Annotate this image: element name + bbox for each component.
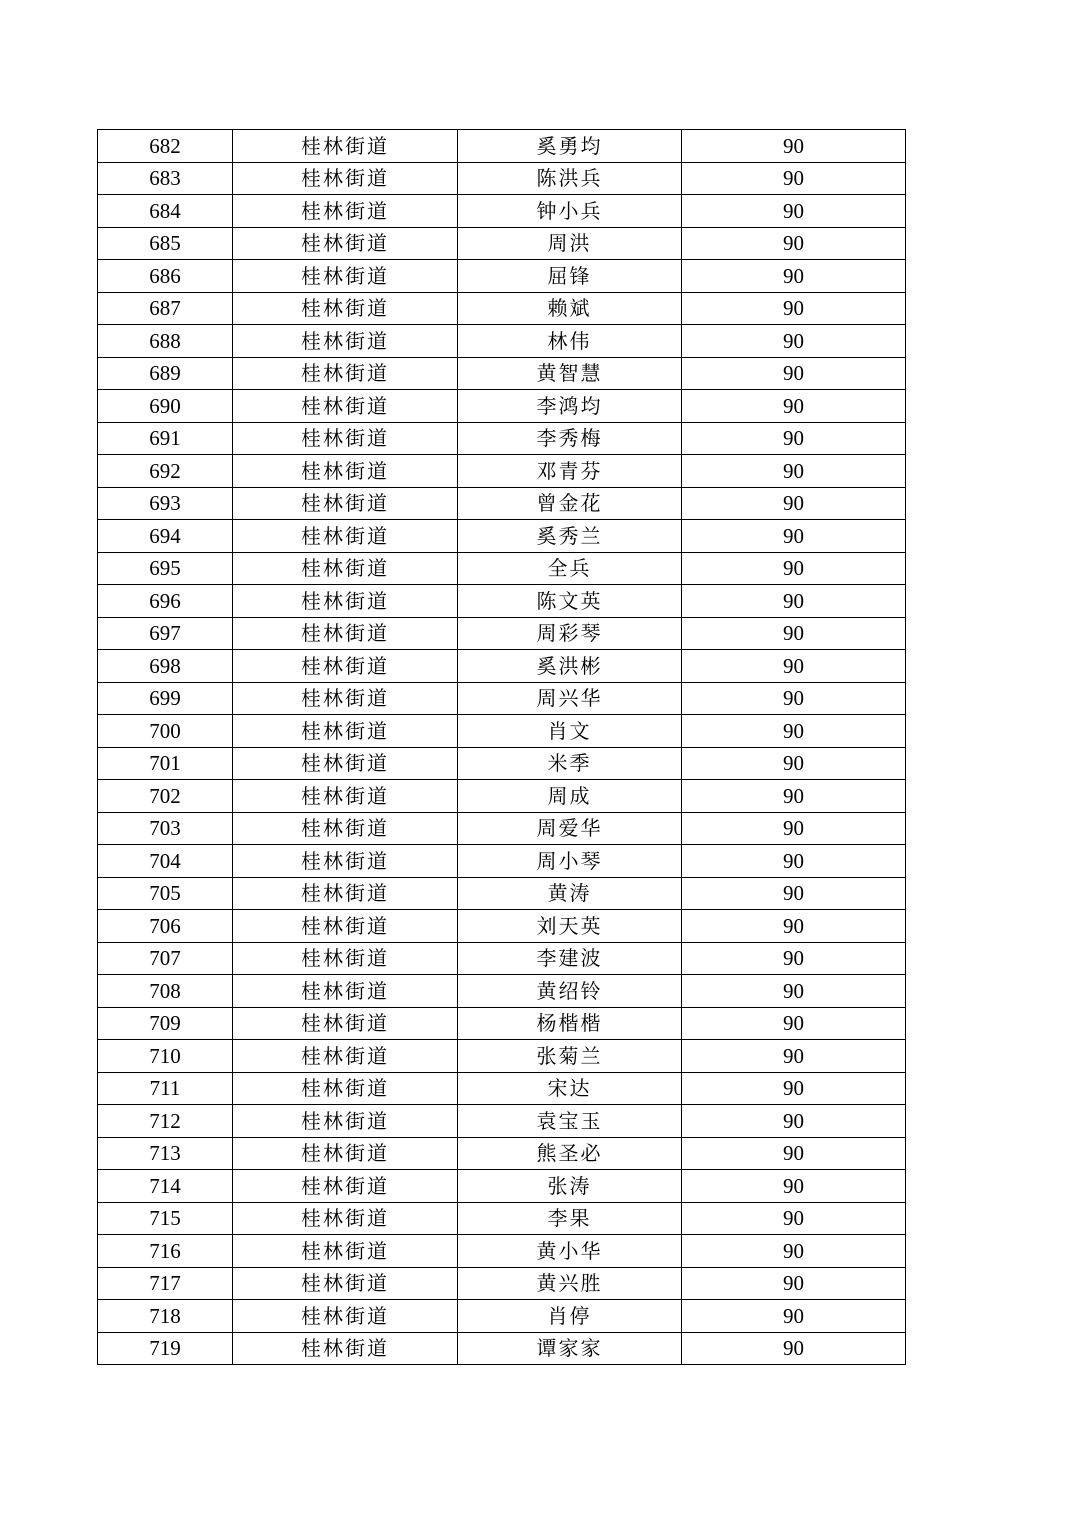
table-row xyxy=(98,812,906,845)
street-cell: 桂林街道 xyxy=(233,975,458,1008)
score-cell: 90 xyxy=(682,715,906,748)
score-cell: 90 xyxy=(682,650,906,683)
score-cell: 90 xyxy=(682,1040,906,1073)
street-cell: 桂林街道 xyxy=(233,520,458,553)
table-row xyxy=(98,1040,906,1073)
score-cell: 90 xyxy=(682,780,906,813)
table-row xyxy=(98,1300,906,1333)
person-name-cell: 李秀梅 xyxy=(458,422,682,455)
row-number-cell: 684 xyxy=(98,195,233,228)
table-row xyxy=(98,975,906,1008)
row-number-cell: 718 xyxy=(98,1300,233,1333)
person-name-cell: 周彩琴 xyxy=(458,617,682,650)
street-cell: 桂林街道 xyxy=(233,422,458,455)
street-cell: 桂林街道 xyxy=(233,715,458,748)
score-cell: 90 xyxy=(682,292,906,325)
street-cell: 桂林街道 xyxy=(233,617,458,650)
score-cell: 90 xyxy=(682,487,906,520)
row-number-cell: 690 xyxy=(98,390,233,423)
row-number-cell: 705 xyxy=(98,877,233,910)
table-row xyxy=(98,877,906,910)
row-number-cell: 687 xyxy=(98,292,233,325)
person-name-cell: 邓青芬 xyxy=(458,455,682,488)
score-cell: 90 xyxy=(682,975,906,1008)
table-row xyxy=(98,292,906,325)
table-row xyxy=(98,845,906,878)
street-cell: 桂林街道 xyxy=(233,1235,458,1268)
table-row xyxy=(98,520,906,553)
score-cell: 90 xyxy=(682,812,906,845)
street-cell: 桂林街道 xyxy=(233,910,458,943)
street-cell: 桂林街道 xyxy=(233,780,458,813)
score-cell: 90 xyxy=(682,357,906,390)
score-cell: 90 xyxy=(682,1137,906,1170)
street-cell: 桂林街道 xyxy=(233,650,458,683)
row-number-cell: 693 xyxy=(98,487,233,520)
table-row xyxy=(98,1332,906,1365)
street-cell: 桂林街道 xyxy=(233,942,458,975)
person-name-cell: 屈锋 xyxy=(458,260,682,293)
person-name-cell: 熊圣必 xyxy=(458,1137,682,1170)
street-cell: 桂林街道 xyxy=(233,487,458,520)
row-number-cell: 709 xyxy=(98,1007,233,1040)
table-row xyxy=(98,552,906,585)
street-cell: 桂林街道 xyxy=(233,357,458,390)
row-number-cell: 714 xyxy=(98,1170,233,1203)
person-name-cell: 陈文英 xyxy=(458,585,682,618)
person-name-cell: 李鸿均 xyxy=(458,390,682,423)
person-name-cell: 全兵 xyxy=(458,552,682,585)
row-number-cell: 683 xyxy=(98,162,233,195)
person-name-cell: 周洪 xyxy=(458,227,682,260)
row-number-cell: 686 xyxy=(98,260,233,293)
row-number-cell: 697 xyxy=(98,617,233,650)
table-row xyxy=(98,422,906,455)
row-number-cell: 688 xyxy=(98,325,233,358)
score-cell: 90 xyxy=(682,1202,906,1235)
score-cell: 90 xyxy=(682,1170,906,1203)
score-cell: 90 xyxy=(682,682,906,715)
row-number-cell: 685 xyxy=(98,227,233,260)
table-row xyxy=(98,130,906,163)
person-name-cell: 周爱华 xyxy=(458,812,682,845)
score-cell: 90 xyxy=(682,1300,906,1333)
score-cell: 90 xyxy=(682,1007,906,1040)
roster-table xyxy=(97,129,906,1365)
street-cell: 桂林街道 xyxy=(233,812,458,845)
street-cell: 桂林街道 xyxy=(233,1202,458,1235)
row-number-cell: 698 xyxy=(98,650,233,683)
table-row xyxy=(98,942,906,975)
street-cell: 桂林街道 xyxy=(233,1267,458,1300)
score-cell: 90 xyxy=(682,390,906,423)
row-number-cell: 716 xyxy=(98,1235,233,1268)
row-number-cell: 692 xyxy=(98,455,233,488)
score-cell: 90 xyxy=(682,455,906,488)
person-name-cell: 李果 xyxy=(458,1202,682,1235)
person-name-cell: 曾金花 xyxy=(458,487,682,520)
row-number-cell: 711 xyxy=(98,1072,233,1105)
person-name-cell: 李建波 xyxy=(458,942,682,975)
person-name-cell: 黄绍铃 xyxy=(458,975,682,1008)
person-name-cell: 肖文 xyxy=(458,715,682,748)
person-name-cell: 黄小华 xyxy=(458,1235,682,1268)
table-row xyxy=(98,260,906,293)
row-number-cell: 691 xyxy=(98,422,233,455)
street-cell: 桂林街道 xyxy=(233,552,458,585)
person-name-cell: 赖斌 xyxy=(458,292,682,325)
person-name-cell: 刘天英 xyxy=(458,910,682,943)
street-cell: 桂林街道 xyxy=(233,1040,458,1073)
street-cell: 桂林街道 xyxy=(233,162,458,195)
table-row xyxy=(98,1267,906,1300)
street-cell: 桂林街道 xyxy=(233,1007,458,1040)
table-row xyxy=(98,1072,906,1105)
person-name-cell: 周兴华 xyxy=(458,682,682,715)
person-name-cell: 黄涛 xyxy=(458,877,682,910)
row-number-cell: 703 xyxy=(98,812,233,845)
person-name-cell: 钟小兵 xyxy=(458,195,682,228)
table-row xyxy=(98,747,906,780)
street-cell: 桂林街道 xyxy=(233,585,458,618)
person-name-cell: 周成 xyxy=(458,780,682,813)
person-name-cell: 周小琴 xyxy=(458,845,682,878)
row-number-cell: 708 xyxy=(98,975,233,1008)
street-cell: 桂林街道 xyxy=(233,260,458,293)
row-number-cell: 713 xyxy=(98,1137,233,1170)
street-cell: 桂林街道 xyxy=(233,227,458,260)
street-cell: 桂林街道 xyxy=(233,682,458,715)
person-name-cell: 谭家家 xyxy=(458,1332,682,1365)
street-cell: 桂林街道 xyxy=(233,455,458,488)
street-cell: 桂林街道 xyxy=(233,1300,458,1333)
row-number-cell: 701 xyxy=(98,747,233,780)
person-name-cell: 黄智慧 xyxy=(458,357,682,390)
table-row xyxy=(98,1007,906,1040)
person-name-cell: 宋达 xyxy=(458,1072,682,1105)
street-cell: 桂林街道 xyxy=(233,390,458,423)
score-cell: 90 xyxy=(682,845,906,878)
street-cell: 桂林街道 xyxy=(233,130,458,163)
table-row xyxy=(98,1137,906,1170)
row-number-cell: 702 xyxy=(98,780,233,813)
street-cell: 桂林街道 xyxy=(233,1072,458,1105)
row-number-cell: 694 xyxy=(98,520,233,553)
row-number-cell: 706 xyxy=(98,910,233,943)
table-row xyxy=(98,617,906,650)
table-row xyxy=(98,357,906,390)
score-cell: 90 xyxy=(682,130,906,163)
score-cell: 90 xyxy=(682,747,906,780)
person-name-cell: 奚洪彬 xyxy=(458,650,682,683)
row-number-cell: 712 xyxy=(98,1105,233,1138)
score-cell: 90 xyxy=(682,260,906,293)
score-cell: 90 xyxy=(682,162,906,195)
person-name-cell: 杨楷楷 xyxy=(458,1007,682,1040)
street-cell: 桂林街道 xyxy=(233,1170,458,1203)
table-row xyxy=(98,1105,906,1138)
street-cell: 桂林街道 xyxy=(233,195,458,228)
table-row xyxy=(98,780,906,813)
person-name-cell: 林伟 xyxy=(458,325,682,358)
row-number-cell: 699 xyxy=(98,682,233,715)
row-number-cell: 717 xyxy=(98,1267,233,1300)
row-number-cell: 695 xyxy=(98,552,233,585)
street-cell: 桂林街道 xyxy=(233,1105,458,1138)
score-cell: 90 xyxy=(682,227,906,260)
score-cell: 90 xyxy=(682,520,906,553)
score-cell: 90 xyxy=(682,877,906,910)
row-number-cell: 696 xyxy=(98,585,233,618)
person-name-cell: 奚秀兰 xyxy=(458,520,682,553)
street-cell: 桂林街道 xyxy=(233,747,458,780)
score-cell: 90 xyxy=(682,585,906,618)
person-name-cell: 张菊兰 xyxy=(458,1040,682,1073)
row-number-cell: 719 xyxy=(98,1332,233,1365)
street-cell: 桂林街道 xyxy=(233,877,458,910)
table-row xyxy=(98,1235,906,1268)
person-name-cell: 米季 xyxy=(458,747,682,780)
table-row xyxy=(98,227,906,260)
table-row xyxy=(98,487,906,520)
row-number-cell: 710 xyxy=(98,1040,233,1073)
person-name-cell: 袁宝玉 xyxy=(458,1105,682,1138)
row-number-cell: 704 xyxy=(98,845,233,878)
table-row xyxy=(98,455,906,488)
score-cell: 90 xyxy=(682,552,906,585)
person-name-cell: 肖停 xyxy=(458,1300,682,1333)
row-number-cell: 689 xyxy=(98,357,233,390)
score-cell: 90 xyxy=(682,1267,906,1300)
person-name-cell: 张涛 xyxy=(458,1170,682,1203)
score-cell: 90 xyxy=(682,1235,906,1268)
street-cell: 桂林街道 xyxy=(233,845,458,878)
person-name-cell: 黄兴胜 xyxy=(458,1267,682,1300)
table-row xyxy=(98,390,906,423)
score-cell: 90 xyxy=(682,910,906,943)
table-row xyxy=(98,1170,906,1203)
score-cell: 90 xyxy=(682,1105,906,1138)
table-row xyxy=(98,910,906,943)
score-cell: 90 xyxy=(682,1332,906,1365)
row-number-cell: 715 xyxy=(98,1202,233,1235)
row-number-cell: 700 xyxy=(98,715,233,748)
table-row xyxy=(98,162,906,195)
score-cell: 90 xyxy=(682,422,906,455)
table-row xyxy=(98,325,906,358)
roster-table-body xyxy=(98,130,906,1365)
row-number-cell: 682 xyxy=(98,130,233,163)
street-cell: 桂林街道 xyxy=(233,1137,458,1170)
table-row xyxy=(98,715,906,748)
score-cell: 90 xyxy=(682,195,906,228)
table-row xyxy=(98,1202,906,1235)
score-cell: 90 xyxy=(682,1072,906,1105)
street-cell: 桂林街道 xyxy=(233,1332,458,1365)
score-cell: 90 xyxy=(682,325,906,358)
table-row xyxy=(98,650,906,683)
person-name-cell: 奚勇均 xyxy=(458,130,682,163)
score-cell: 90 xyxy=(682,942,906,975)
row-number-cell: 707 xyxy=(98,942,233,975)
table-row xyxy=(98,682,906,715)
table-row xyxy=(98,195,906,228)
person-name-cell: 陈洪兵 xyxy=(458,162,682,195)
street-cell: 桂林街道 xyxy=(233,325,458,358)
table-row xyxy=(98,585,906,618)
score-cell: 90 xyxy=(682,617,906,650)
street-cell: 桂林街道 xyxy=(233,292,458,325)
